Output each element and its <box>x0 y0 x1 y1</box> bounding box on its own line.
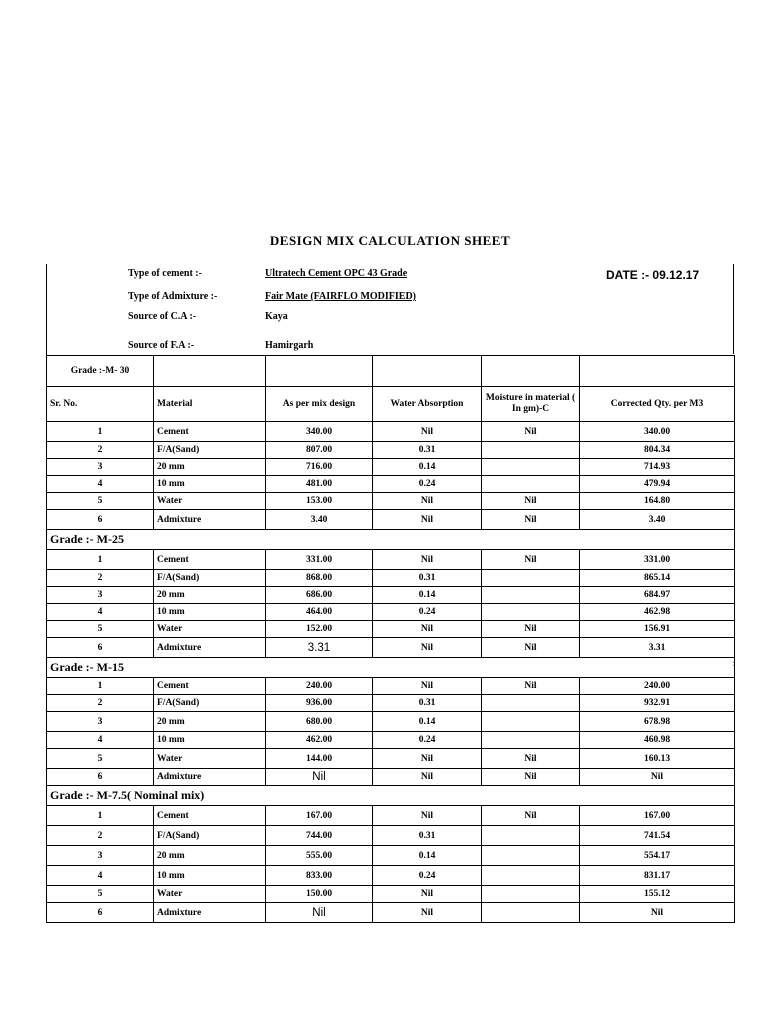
water-absorption-cell: Nil <box>373 493 482 510</box>
empty-cell <box>580 356 735 387</box>
stray-mark: : <box>732 658 735 668</box>
grade-header-row <box>47 356 735 387</box>
sr-no-cell: 6 <box>47 769 154 786</box>
date-label: DATE :- 09.12.17 <box>606 268 700 282</box>
sr-no-cell: 4 <box>47 604 154 621</box>
as-per-design-cell: 340.00 <box>266 422 373 442</box>
moisture-cell <box>482 604 580 621</box>
fa-source-label: Source of F.A :- <box>128 340 195 351</box>
moisture-cell <box>482 712 580 732</box>
corrected-qty-cell: 932.91 <box>580 695 735 712</box>
as-per-design-cell: 744.00 <box>266 826 373 846</box>
table-row <box>47 493 735 510</box>
water-absorption-cell: 0.14 <box>373 846 482 866</box>
as-per-design-cell: 481.00 <box>266 476 373 493</box>
material-cell: Cement <box>154 806 266 826</box>
as-per-design-cell: Nil <box>266 903 373 923</box>
page-title: DESIGN MIX CALCULATION SHEET <box>269 233 511 248</box>
table-row <box>47 621 735 638</box>
material-cell: 20 mm <box>154 459 266 476</box>
sr-no-cell: 5 <box>47 749 154 769</box>
corrected-qty-cell: 460.98 <box>580 732 735 749</box>
water-absorption-cell: Nil <box>373 886 482 903</box>
as-per-design-cell: 153.00 <box>266 493 373 510</box>
table-row <box>47 903 735 923</box>
as-per-design-cell: Nil <box>266 769 373 786</box>
water-absorption-cell: Nil <box>373 638 482 658</box>
table-row <box>47 886 735 903</box>
material-cell: Cement <box>154 678 266 695</box>
sr-no-cell: 3 <box>47 587 154 604</box>
sr-no-cell: 1 <box>47 806 154 826</box>
water-absorption-cell: Nil <box>373 903 482 923</box>
as-per-design-cell: 167.00 <box>266 806 373 826</box>
empty-cell <box>266 356 373 387</box>
as-per-design-cell: 680.00 <box>266 712 373 732</box>
header-water-absorption: Water Absorption <box>373 387 482 422</box>
corrected-qty-cell: 684.97 <box>580 587 735 604</box>
water-absorption-cell: 0.31 <box>373 442 482 459</box>
as-per-design-cell: 464.00 <box>266 604 373 621</box>
as-per-design-cell: 240.00 <box>266 678 373 695</box>
water-absorption-cell: Nil <box>373 621 482 638</box>
admixture-type-value: Fair Mate (FAIRFLO MODIFIED) <box>265 291 416 302</box>
material-cell: Water <box>154 621 266 638</box>
water-absorption-cell: Nil <box>373 769 482 786</box>
sr-no-cell: 2 <box>47 570 154 587</box>
corrected-qty-cell: 160.13 <box>580 749 735 769</box>
corrected-qty-cell: 3.31 <box>580 638 735 658</box>
sr-no-cell: 6 <box>47 638 154 658</box>
sr-no-cell: 4 <box>47 866 154 886</box>
material-cell: 10 mm <box>154 866 266 886</box>
grade-section-row <box>47 530 735 550</box>
table-row <box>47 442 735 459</box>
material-cell: Admixture <box>154 769 266 786</box>
material-cell: Water <box>154 749 266 769</box>
moisture-cell <box>482 886 580 903</box>
water-absorption-cell: 0.24 <box>373 732 482 749</box>
table-row <box>47 422 735 442</box>
water-absorption-cell: Nil <box>373 510 482 530</box>
corrected-qty-cell: 155.12 <box>580 886 735 903</box>
table-row <box>47 550 735 570</box>
material-cell: F/A(Sand) <box>154 442 266 459</box>
as-per-design-cell: 152.00 <box>266 621 373 638</box>
water-absorption-cell: 0.24 <box>373 604 482 621</box>
as-per-design-cell: 150.00 <box>266 886 373 903</box>
water-absorption-cell: 0.24 <box>373 476 482 493</box>
header-as-per-mix-design: As per mix design <box>266 387 373 422</box>
water-absorption-cell: Nil <box>373 550 482 570</box>
table-row <box>47 678 735 695</box>
moisture-cell <box>482 732 580 749</box>
moisture-cell <box>482 442 580 459</box>
corrected-qty-cell: 865.14 <box>580 570 735 587</box>
material-cell: Cement <box>154 422 266 442</box>
table-row <box>47 604 735 621</box>
table-row <box>47 510 735 530</box>
as-per-design-cell: 3.40 <box>266 510 373 530</box>
as-per-design-cell: 686.00 <box>266 587 373 604</box>
material-cell: 10 mm <box>154 604 266 621</box>
grade-label: Grade :-M- 30 <box>47 356 154 387</box>
sr-no-cell: 1 <box>47 550 154 570</box>
water-absorption-cell: 0.24 <box>373 866 482 886</box>
corrected-qty-cell: 804.34 <box>580 442 735 459</box>
corrected-qty-cell: 714.93 <box>580 459 735 476</box>
table-row <box>47 732 735 749</box>
moisture-cell: Nil <box>482 638 580 658</box>
material-cell: Water <box>154 493 266 510</box>
header-sr-no: Sr. No. <box>47 387 154 422</box>
moisture-cell <box>482 903 580 923</box>
mix-design-table <box>46 355 735 923</box>
cement-type-label: Type of cement :- <box>128 268 202 279</box>
grade-section-row <box>47 658 735 678</box>
sr-no-cell: 5 <box>47 621 154 638</box>
material-cell: F/A(Sand) <box>154 826 266 846</box>
corrected-qty-cell: 831.17 <box>580 866 735 886</box>
ca-source-label: Source of C.A :- <box>128 311 197 322</box>
as-per-design-cell: 3.31 <box>266 638 373 658</box>
ca-source-value: Kaya <box>265 311 288 322</box>
corrected-qty-cell: 340.00 <box>580 422 735 442</box>
moisture-cell <box>482 459 580 476</box>
grade-label: Grade :- M-25 <box>47 530 735 550</box>
grade-label: Grade :- M-7.5( Nominal mix) <box>47 786 735 806</box>
corrected-qty-cell: 678.98 <box>580 712 735 732</box>
table-row <box>47 638 735 658</box>
moisture-cell <box>482 866 580 886</box>
moisture-cell: Nil <box>482 678 580 695</box>
material-cell: Admixture <box>154 510 266 530</box>
calculation-sheet <box>46 264 734 918</box>
sr-no-cell: 2 <box>47 826 154 846</box>
table-row <box>47 459 735 476</box>
water-absorption-cell: Nil <box>373 422 482 442</box>
moisture-cell <box>482 587 580 604</box>
sheet-border-right <box>733 264 734 354</box>
moisture-cell: Nil <box>482 749 580 769</box>
sr-no-cell: 1 <box>47 422 154 442</box>
corrected-qty-cell: 240.00 <box>580 678 735 695</box>
header-corrected-qty: Corrected Qty. per M3 <box>580 387 735 422</box>
grade-section-row <box>47 786 735 806</box>
water-absorption-cell: 0.14 <box>373 712 482 732</box>
material-cell: Admixture <box>154 903 266 923</box>
moisture-cell <box>482 826 580 846</box>
corrected-qty-cell: 741.54 <box>580 826 735 846</box>
empty-cell <box>154 356 266 387</box>
corrected-qty-cell: 479.94 <box>580 476 735 493</box>
sr-no-cell: 4 <box>47 476 154 493</box>
grade-label: Grade :- M-15 <box>47 658 735 678</box>
material-cell: F/A(Sand) <box>154 695 266 712</box>
cement-type-value: Ultratech Cement OPC 43 Grade <box>265 268 408 279</box>
as-per-design-cell: 144.00 <box>266 749 373 769</box>
moisture-cell: Nil <box>482 621 580 638</box>
moisture-cell <box>482 476 580 493</box>
moisture-cell: Nil <box>482 493 580 510</box>
fa-source-value: Hamirgarh <box>265 340 314 351</box>
material-cell: 10 mm <box>154 476 266 493</box>
sr-no-cell: 6 <box>47 510 154 530</box>
material-cell: F/A(Sand) <box>154 570 266 587</box>
moisture-cell <box>482 846 580 866</box>
sr-no-cell: 1 <box>47 678 154 695</box>
water-absorption-cell: Nil <box>373 678 482 695</box>
as-per-design-cell: 833.00 <box>266 866 373 886</box>
table-row <box>47 570 735 587</box>
corrected-qty-cell: 167.00 <box>580 806 735 826</box>
as-per-design-cell: 716.00 <box>266 459 373 476</box>
corrected-qty-cell: 164.80 <box>580 493 735 510</box>
material-cell: 10 mm <box>154 732 266 749</box>
material-cell: 20 mm <box>154 587 266 604</box>
sr-no-cell: 3 <box>47 846 154 866</box>
as-per-design-cell: 462.00 <box>266 732 373 749</box>
corrected-qty-cell: Nil <box>580 903 735 923</box>
material-cell: 20 mm <box>154 846 266 866</box>
moisture-cell <box>482 570 580 587</box>
material-cell: Water <box>154 886 266 903</box>
sr-no-cell: 5 <box>47 493 154 510</box>
water-absorption-cell: 0.31 <box>373 826 482 846</box>
sr-no-cell: 4 <box>47 732 154 749</box>
moisture-cell: Nil <box>482 550 580 570</box>
moisture-cell: Nil <box>482 510 580 530</box>
corrected-qty-cell: 156.91 <box>580 621 735 638</box>
table-row <box>47 587 735 604</box>
table-row <box>47 476 735 493</box>
as-per-design-cell: 555.00 <box>266 846 373 866</box>
header-moisture: Moisture in material ( In gm)-C <box>482 387 580 422</box>
sr-no-cell: 6 <box>47 903 154 923</box>
table-row <box>47 846 735 866</box>
admixture-type-label: Type of Admixture :- <box>128 291 218 302</box>
empty-cell <box>373 356 482 387</box>
water-absorption-cell: Nil <box>373 749 482 769</box>
sr-no-cell: 2 <box>47 442 154 459</box>
water-absorption-cell: 0.31 <box>373 695 482 712</box>
corrected-qty-cell: 462.98 <box>580 604 735 621</box>
table-row <box>47 769 735 786</box>
as-per-design-cell: 936.00 <box>266 695 373 712</box>
material-cell: 20 mm <box>154 712 266 732</box>
material-cell: Cement <box>154 550 266 570</box>
empty-cell <box>482 356 580 387</box>
as-per-design-cell: 807.00 <box>266 442 373 459</box>
as-per-design-cell: 868.00 <box>266 570 373 587</box>
table-row <box>47 806 735 826</box>
sr-no-cell: 3 <box>47 459 154 476</box>
moisture-cell: Nil <box>482 422 580 442</box>
table-row <box>47 866 735 886</box>
table-row <box>47 695 735 712</box>
water-absorption-cell: 0.31 <box>373 570 482 587</box>
corrected-qty-cell: Nil <box>580 769 735 786</box>
table-row <box>47 749 735 769</box>
as-per-design-cell: 331.00 <box>266 550 373 570</box>
water-absorption-cell: 0.14 <box>373 459 482 476</box>
water-absorption-cell: 0.14 <box>373 587 482 604</box>
header-material: Material <box>154 387 266 422</box>
moisture-cell: Nil <box>482 769 580 786</box>
corrected-qty-cell: 331.00 <box>580 550 735 570</box>
column-header-row <box>47 387 735 422</box>
water-absorption-cell: Nil <box>373 806 482 826</box>
sr-no-cell: 5 <box>47 886 154 903</box>
table-row <box>47 712 735 732</box>
corrected-qty-cell: 554.17 <box>580 846 735 866</box>
sr-no-cell: 3 <box>47 712 154 732</box>
moisture-cell <box>482 695 580 712</box>
material-cell: Admixture <box>154 638 266 658</box>
moisture-cell: Nil <box>482 806 580 826</box>
sr-no-cell: 2 <box>47 695 154 712</box>
corrected-qty-cell: 3.40 <box>580 510 735 530</box>
table-row <box>47 826 735 846</box>
